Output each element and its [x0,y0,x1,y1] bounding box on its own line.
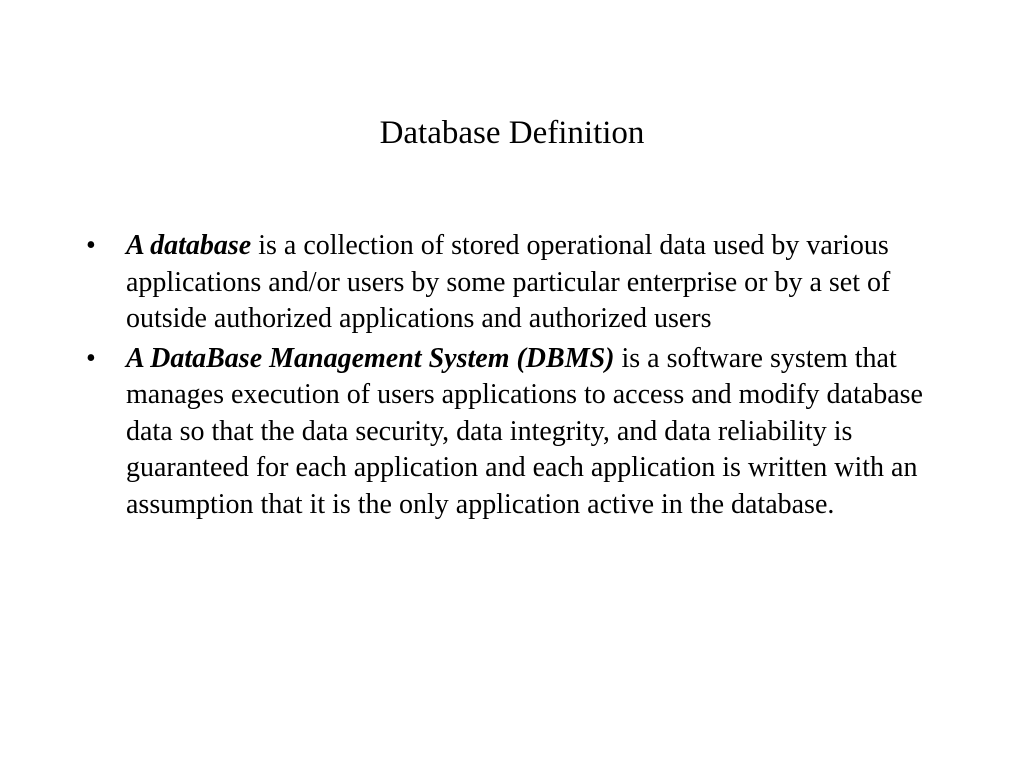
bullet-text: is a software system that manages execution of users applications to access and modify database data so that the data security, data integrity, and data reliability is guaranteed for each application and each application is written with an assumption that it is the only application active in the database. [126,342,923,520]
bullet-icon: • [86,342,96,374]
bullet-term: A database [126,230,252,261]
bullet-text: is a collection of stored operational data used by various applications and/or users by some particular enterprise or by a set of outside authorized applications and authorized users [126,230,891,334]
bullet-item-dbms-definition [86,341,946,524]
bullet-term: A DataBase Management System (DBMS) [126,342,615,374]
bullet-icon: • [86,230,96,261]
slide-title: Database Definition [379,115,645,151]
bullet-list [86,228,946,526]
bullet-item-database-definition [86,228,946,338]
